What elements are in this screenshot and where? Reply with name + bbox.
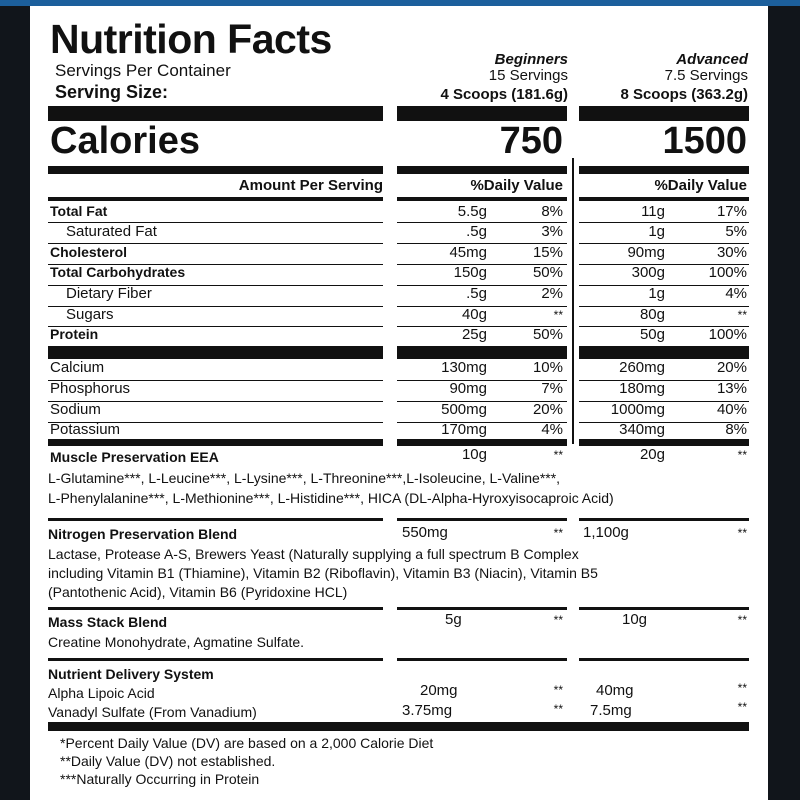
- advanced-dv: 5%: [725, 223, 747, 240]
- nutrition-label: [30, 6, 768, 800]
- beginners-amount: 45mg: [449, 244, 487, 261]
- thick-bar-minerals-left: [48, 346, 383, 359]
- advanced-amount: 80g: [639, 306, 665, 323]
- nitrogen-line-2: including Vitamin B1 (Thiamine), Vitamin B2 (Riboflavin), Vitamin B3 (Niacin), Vitamin B5: [48, 565, 598, 581]
- beginners-amount: 130mg: [441, 359, 487, 376]
- mass-advanced-dv: **: [737, 613, 747, 627]
- nutrient-name: Sugars: [66, 306, 114, 323]
- beginners-dv: 4%: [541, 421, 563, 438]
- bar-left-2: [48, 197, 383, 201]
- advanced-dv: 4%: [725, 285, 747, 302]
- advanced-header: Advanced: [676, 51, 748, 68]
- mass-beginners-dv: **: [553, 613, 563, 627]
- medium-bar-advanced: [579, 166, 749, 174]
- mass-line-1: Creatine Monohydrate, Agmatine Sulfate.: [48, 634, 305, 650]
- beginners-header: Beginners: [494, 51, 568, 68]
- bar-before-eea-left: [48, 439, 383, 446]
- beginners-dv: 15%: [532, 244, 563, 261]
- advanced-amount: 90mg: [627, 244, 665, 261]
- nitrogen-beginners-dv: **: [553, 526, 563, 540]
- bar-before-delivery-beginners: [397, 658, 567, 661]
- bar-before-eea-beginners: [397, 439, 567, 446]
- thick-bar-minerals-beginners: [397, 346, 567, 359]
- nutrient-name: Total Fat: [50, 203, 108, 219]
- advanced-dv: 40%: [716, 401, 747, 418]
- eea-beginners-amount: 10g: [461, 446, 487, 463]
- mass-beginners-amount: 5g: [445, 611, 462, 628]
- bar-before-delivery-advanced: [579, 658, 749, 661]
- thick-bar-advanced: [579, 106, 749, 121]
- beginners-calories: 750: [499, 120, 563, 162]
- advanced-amount: 50g: [639, 326, 665, 343]
- advanced-calories: 1500: [662, 120, 747, 162]
- nitrogen-name: Nitrogen Preservation Blend: [48, 526, 238, 542]
- nitrogen-line-3: (Pantothenic Acid), Vitamin B6 (Pyridoxine HCL): [48, 584, 348, 600]
- advanced-amount: 180mg: [619, 380, 665, 397]
- advanced-amount: 1g: [648, 223, 665, 240]
- bar-before-mass-beginners: [397, 607, 567, 610]
- nitrogen-beginners-amount: 550mg: [402, 524, 448, 541]
- nutrient-name: Dietary Fiber: [66, 285, 152, 302]
- advanced-dv: 100%: [708, 264, 747, 281]
- advanced-amount: 1000mg: [610, 401, 665, 418]
- beginners-dv: 50%: [532, 326, 563, 343]
- delivery-beginners-amount: 20mg: [420, 682, 458, 699]
- advanced-servings: 7.5 Servings: [664, 67, 748, 84]
- advanced-dv: 30%: [716, 244, 747, 261]
- serving-size-label: Serving Size:: [55, 82, 169, 102]
- advanced-dv: **: [737, 308, 747, 322]
- beginners-dv: 8%: [541, 203, 563, 220]
- footnote-2: **Daily Value (DV) not established.: [60, 753, 276, 769]
- nutrient-name: Protein: [50, 326, 99, 342]
- eea-beginners-dv: **: [553, 448, 563, 462]
- eea-advanced-amount: 20g: [639, 446, 665, 463]
- delivery-name: Nutrient Delivery System: [48, 666, 214, 682]
- mineral-name: Calcium: [50, 359, 105, 376]
- beginners-amount: .5g: [466, 223, 487, 240]
- advanced-dv: 17%: [716, 203, 747, 220]
- beginners-serving-size: 4 Scoops (181.6g): [440, 86, 568, 103]
- beginners-amount: .5g: [466, 285, 487, 302]
- advanced-dv: 20%: [716, 359, 747, 376]
- beginners-servings: 15 Servings: [488, 67, 568, 84]
- bar-before-eea-advanced: [579, 439, 749, 446]
- advanced-daily-value-header: %Daily Value: [654, 177, 747, 194]
- beginners-amount: 25g: [461, 326, 487, 343]
- beginners-dv: 50%: [532, 264, 563, 281]
- delivery-beginners-dv: **: [553, 683, 563, 697]
- beginners-amount: 90mg: [449, 380, 487, 397]
- eea-ingredients-line-1: L-Glutamine***, L-Leucine***, L-Lysine***, L-Threonine***,L-Isoleucine, L-Valine***,: [48, 470, 561, 486]
- amount-per-serving-label: Amount Per Serving: [238, 177, 383, 194]
- beginners-dv: 2%: [541, 285, 563, 302]
- mass-name: Mass Stack Blend: [48, 614, 168, 630]
- nitrogen-line-1: Lactase, Protease A-S, Brewers Yeast (Naturally supplying a full spectrum B Complex: [48, 546, 579, 562]
- advanced-dv: 100%: [708, 326, 747, 343]
- advanced-amount: 300g: [631, 264, 665, 281]
- right-border: [768, 6, 800, 800]
- delivery-advanced-amount: 7.5mg: [590, 702, 632, 719]
- nitrogen-advanced-dv: **: [737, 526, 747, 540]
- advanced-dv: 13%: [716, 380, 747, 397]
- advanced-amount: 260mg: [619, 359, 665, 376]
- thick-bar-left: [48, 106, 383, 121]
- bar-before-mass-advanced: [579, 607, 749, 610]
- beginners-amount: 150g: [453, 264, 487, 281]
- beginners-dv: 10%: [532, 359, 563, 376]
- bar-before-nitrogen-advanced: [579, 518, 749, 521]
- medium-bar-left: [48, 166, 383, 174]
- mass-advanced-amount: 10g: [622, 611, 648, 628]
- beginners-dv: 7%: [541, 380, 563, 397]
- bar-beginners-2: [397, 197, 567, 201]
- beginners-dv: **: [553, 308, 563, 322]
- bar-before-nitrogen-beginners: [397, 518, 567, 521]
- eea-name: Muscle Preservation EEA: [50, 449, 219, 465]
- bottom-thick-bar: [48, 722, 749, 731]
- nutrient-name: Saturated Fat: [66, 223, 157, 240]
- gap-1: [385, 106, 395, 696]
- beginners-dv: 20%: [532, 401, 563, 418]
- calories-label: Calories: [50, 120, 200, 162]
- medium-bar-beginners: [397, 166, 567, 174]
- nitrogen-advanced-amount: 1,100g: [583, 524, 629, 541]
- advanced-dv: 8%: [725, 421, 747, 438]
- eea-advanced-dv: **: [737, 448, 747, 462]
- beginners-amount: 170mg: [441, 421, 487, 438]
- beginners-amount: 40g: [461, 306, 487, 323]
- beginners-dv: 3%: [541, 223, 563, 240]
- advanced-amount: 11g: [641, 203, 665, 220]
- thick-bar-beginners: [397, 106, 567, 121]
- nutrient-name: Cholesterol: [50, 244, 128, 260]
- delivery-advanced-dv: **: [737, 700, 747, 714]
- bar-before-mass-left: [48, 607, 383, 610]
- beginners-daily-value-header: %Daily Value: [470, 177, 563, 194]
- delivery-item-name: Vanadyl Sulfate (From Vanadium): [48, 704, 257, 720]
- delivery-beginners-dv: **: [553, 702, 563, 716]
- delivery-beginners-amount: 3.75mg: [402, 702, 453, 719]
- advanced-amount: 1g: [648, 285, 665, 302]
- beginners-amount: 500mg: [441, 401, 487, 418]
- mineral-name: Phosphorus: [50, 380, 131, 397]
- footnote-3: ***Naturally Occurring in Protein: [60, 771, 260, 787]
- bar-before-delivery-left: [48, 658, 383, 661]
- footnote-1: *Percent Daily Value (DV) are based on a 2,000 Calorie Diet: [60, 735, 434, 751]
- delivery-advanced-amount: 40mg: [596, 682, 634, 699]
- servings-per-container-label: Servings Per Container: [55, 61, 231, 80]
- beginners-amount: 5.5g: [457, 203, 487, 220]
- vertical-divider: [572, 158, 574, 444]
- bar-advanced-2: [579, 197, 749, 201]
- advanced-serving-size: 8 Scoops (363.2g): [620, 86, 748, 103]
- label-title: Nutrition Facts: [50, 16, 332, 62]
- mineral-name: Sodium: [50, 401, 101, 418]
- delivery-item-name: Alpha Lipoic Acid: [48, 685, 155, 701]
- advanced-amount: 340mg: [619, 421, 665, 438]
- delivery-advanced-dv: **: [737, 681, 747, 695]
- mineral-name: Potassium: [50, 421, 121, 438]
- left-border: [0, 6, 30, 800]
- thick-bar-minerals-advanced: [579, 346, 749, 359]
- eea-ingredients-line-2: L-Phenylalanine***, L-Methionine***, L-Histidine***, HICA (DL-Alpha-Hyroxyisocaproic Acid): [48, 490, 614, 506]
- bar-before-nitrogen-left: [48, 518, 383, 521]
- nutrient-name: Total Carbohydrates: [50, 264, 186, 280]
